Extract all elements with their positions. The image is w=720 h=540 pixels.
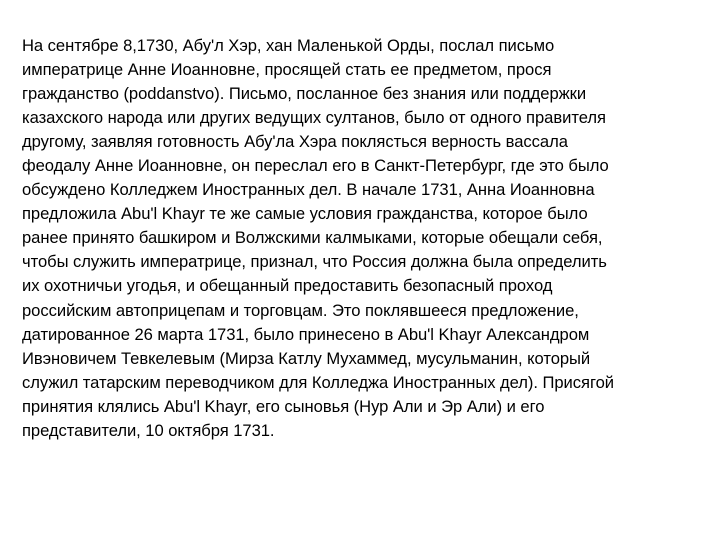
text-line: обсуждено Колледжем Иностранных дел. В начале 1731, Анна Иоанновна — [22, 180, 595, 200]
text-line: гражданство (poddanstvo). Письмо, посланное без знания или поддержки — [22, 84, 587, 104]
text-line: На сентябре 8,1730, Абу'л Хэр, хан Маленькой Орды, послал письмо — [22, 36, 555, 55]
text-line: ранее принято башкиром и Волжскими калмыками, которые обещали себя, — [22, 228, 603, 248]
text-line: Ивэновичем Тевкелевым (Мирза Катлу Мухаммед, мусульманин, который — [22, 348, 591, 368]
text-line: датированное 26 марта 1731, было принесено в Abu'l Khayr Александром — [22, 324, 590, 344]
text-line: их охотничьи угодья, и обещанный предоставить безопасный проход — [22, 276, 553, 296]
text-line: предложила Abu'l Khayr те же самые условия гражданства, которое было — [22, 204, 588, 224]
text-line: представители, 10 октября 1731. — [22, 420, 275, 440]
text-line: императрице Анне Иоанновне, просящей стать ее предметом, прося — [22, 60, 552, 80]
text-line: служил татарским переводчиком для Колледжа Иностранных дел). Присягой — [22, 372, 614, 392]
text-line: другому, заявляя готовность Абу'ла Хэра поклясться верность вассала — [22, 132, 568, 152]
text-line: казахского народа или других ведущих султанов, было от одного правителя — [22, 108, 606, 128]
text-line: феодалу Анне Иоанновне, он переслал его в Санкт-Петербург, где это было — [22, 156, 609, 176]
text-line: российским автоприцепам и торговцам. Это поклявшееся предложение, — [22, 300, 579, 320]
text-line: чтобы служить императрице, признал, что Россия должна была определить — [22, 252, 607, 272]
text-line: принятия клялись Abu'l Khayr, его сыновья (Нур Али и Эр Али) и его — [22, 396, 545, 416]
body-text — [22, 34, 702, 443]
